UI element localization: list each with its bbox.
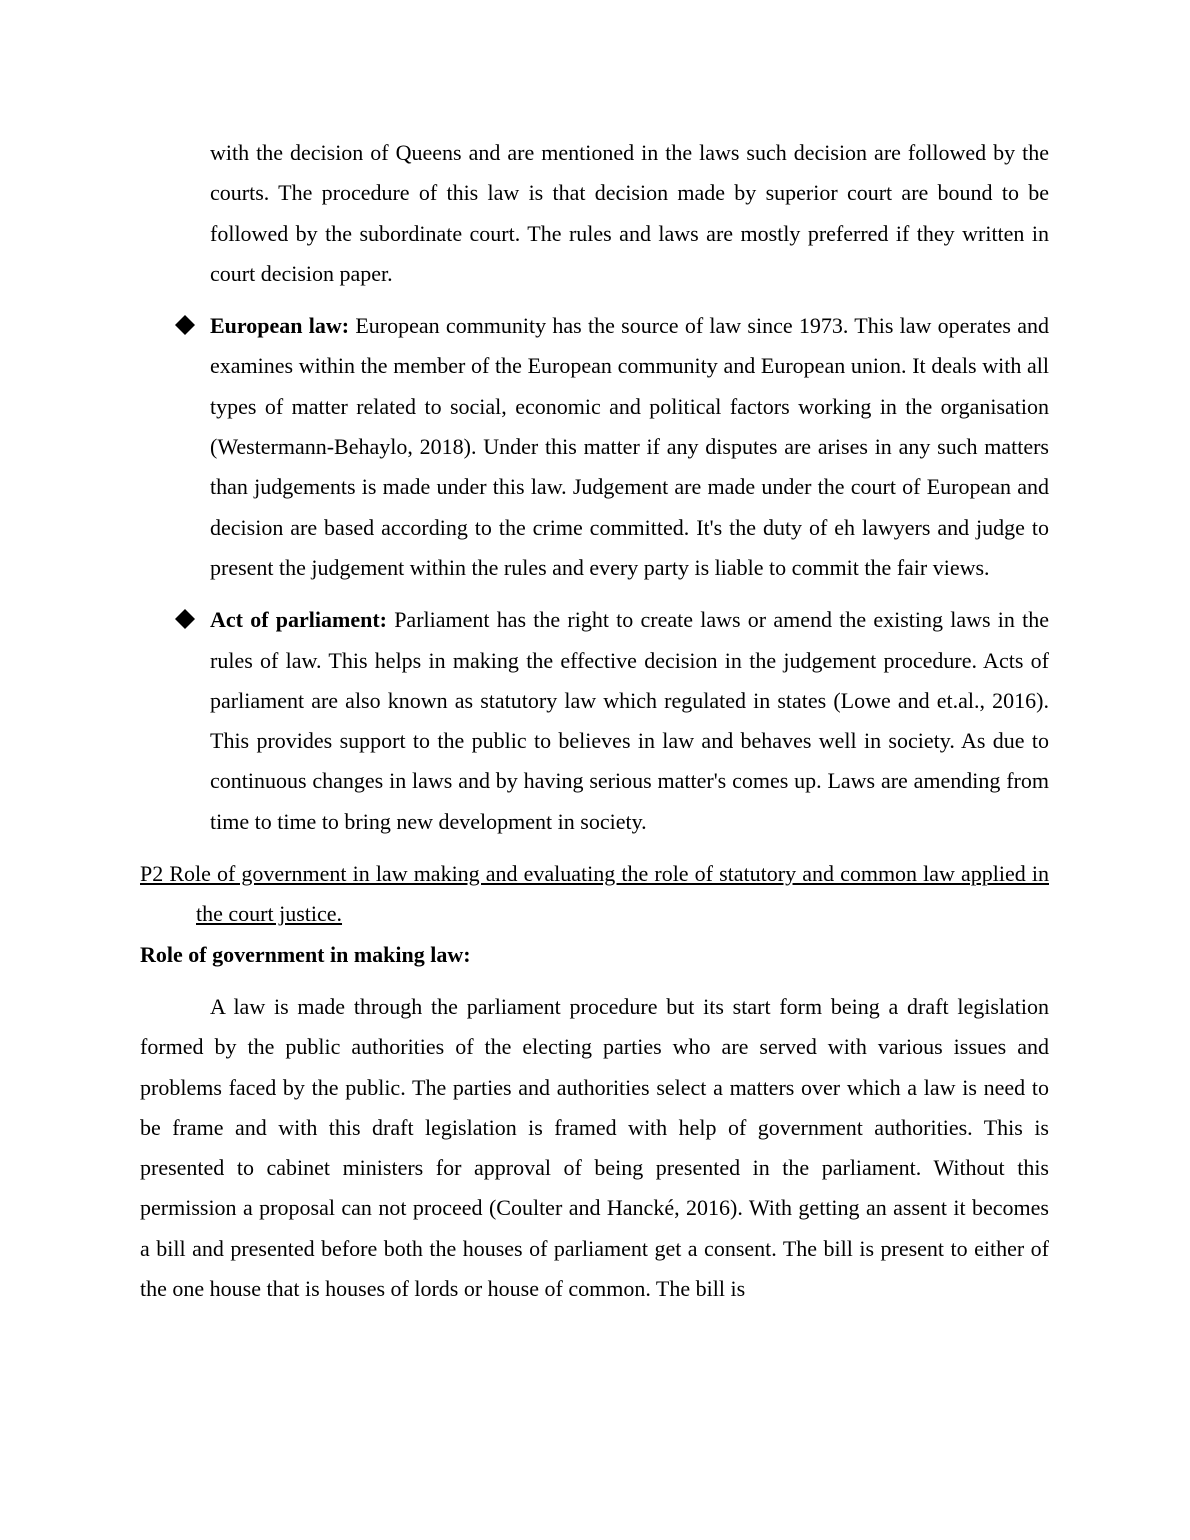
bullet-item-european-law xyxy=(210,306,1049,588)
continuation-paragraph: with the decision of Queens and are mentioned in the laws such decision are followed by the courts. The procedure of this law is that decision made by superior court are bound to be followed by the subordinate court. The rules and laws are mostly preferred if they written in court decision paper. xyxy=(210,140,1049,286)
bullet-term: Act of parliament: xyxy=(210,607,387,633)
diamond-bullet-icon xyxy=(174,608,196,630)
body-paragraph: A law is made through the parliament procedure but its start form being a draft legislation formed by the public authorities of the electing parties who are served with various issues and problems faced by the public. The parties and authorities select a matters over which a law is need to be frame and with this draft legislation is framed with help of government authorities. This is presented to cabinet ministers for approval of being presented in the parliament. Without this permission a proposal can not proceed (Coulter and Hancké, 2016). With getting an assent it becomes a bill and presented before both the houses of parliament get a consent. The bill is present to either of the one house that is houses of lords or house of common. The bill is xyxy=(140,993,1049,1302)
diamond-bullet-shape xyxy=(174,608,196,630)
subheading: Role of government in making law: xyxy=(140,941,471,967)
bullet-text: Parliament has the right to create laws or amend the existing laws in the rules of law. This helps in making the effective decision in the judgement procedure. Acts of parliament are also known as statutory law which regulated in states (Lowe and et.al., 2016). This provides support to the public to believes in law and behaves well in society. As due to continuous changes in laws and by having serious matter's comes up. Laws are amending from time to time to bring new development in society. xyxy=(210,607,1049,834)
diamond-bullet-icon xyxy=(174,314,196,336)
bullet-text: European community has the source of law since 1973. This law operates and examines within the member of the European community and European union. It deals with all types of matter related to social, economic and political factors working in the organisation (Westermann-Behaylo, 2018). Under this matter if any disputes are arises in any such matters than judgements is made under this law. Judgement are made under the court of European and decision are based according to the crime committed. It's the duty of eh lawyers and judge to present the judgement within the rules and every party is liable to commit the fair views. xyxy=(210,313,1049,580)
diamond-bullet-shape xyxy=(174,314,196,336)
bullet-term: European law: xyxy=(210,313,350,339)
section-heading: P2 Role of government in law making and evaluating the role of statutory and common law applied in the court justice. xyxy=(140,861,1049,927)
bullet-item-act-of-parliament xyxy=(210,600,1049,842)
document-page xyxy=(140,133,1049,1309)
